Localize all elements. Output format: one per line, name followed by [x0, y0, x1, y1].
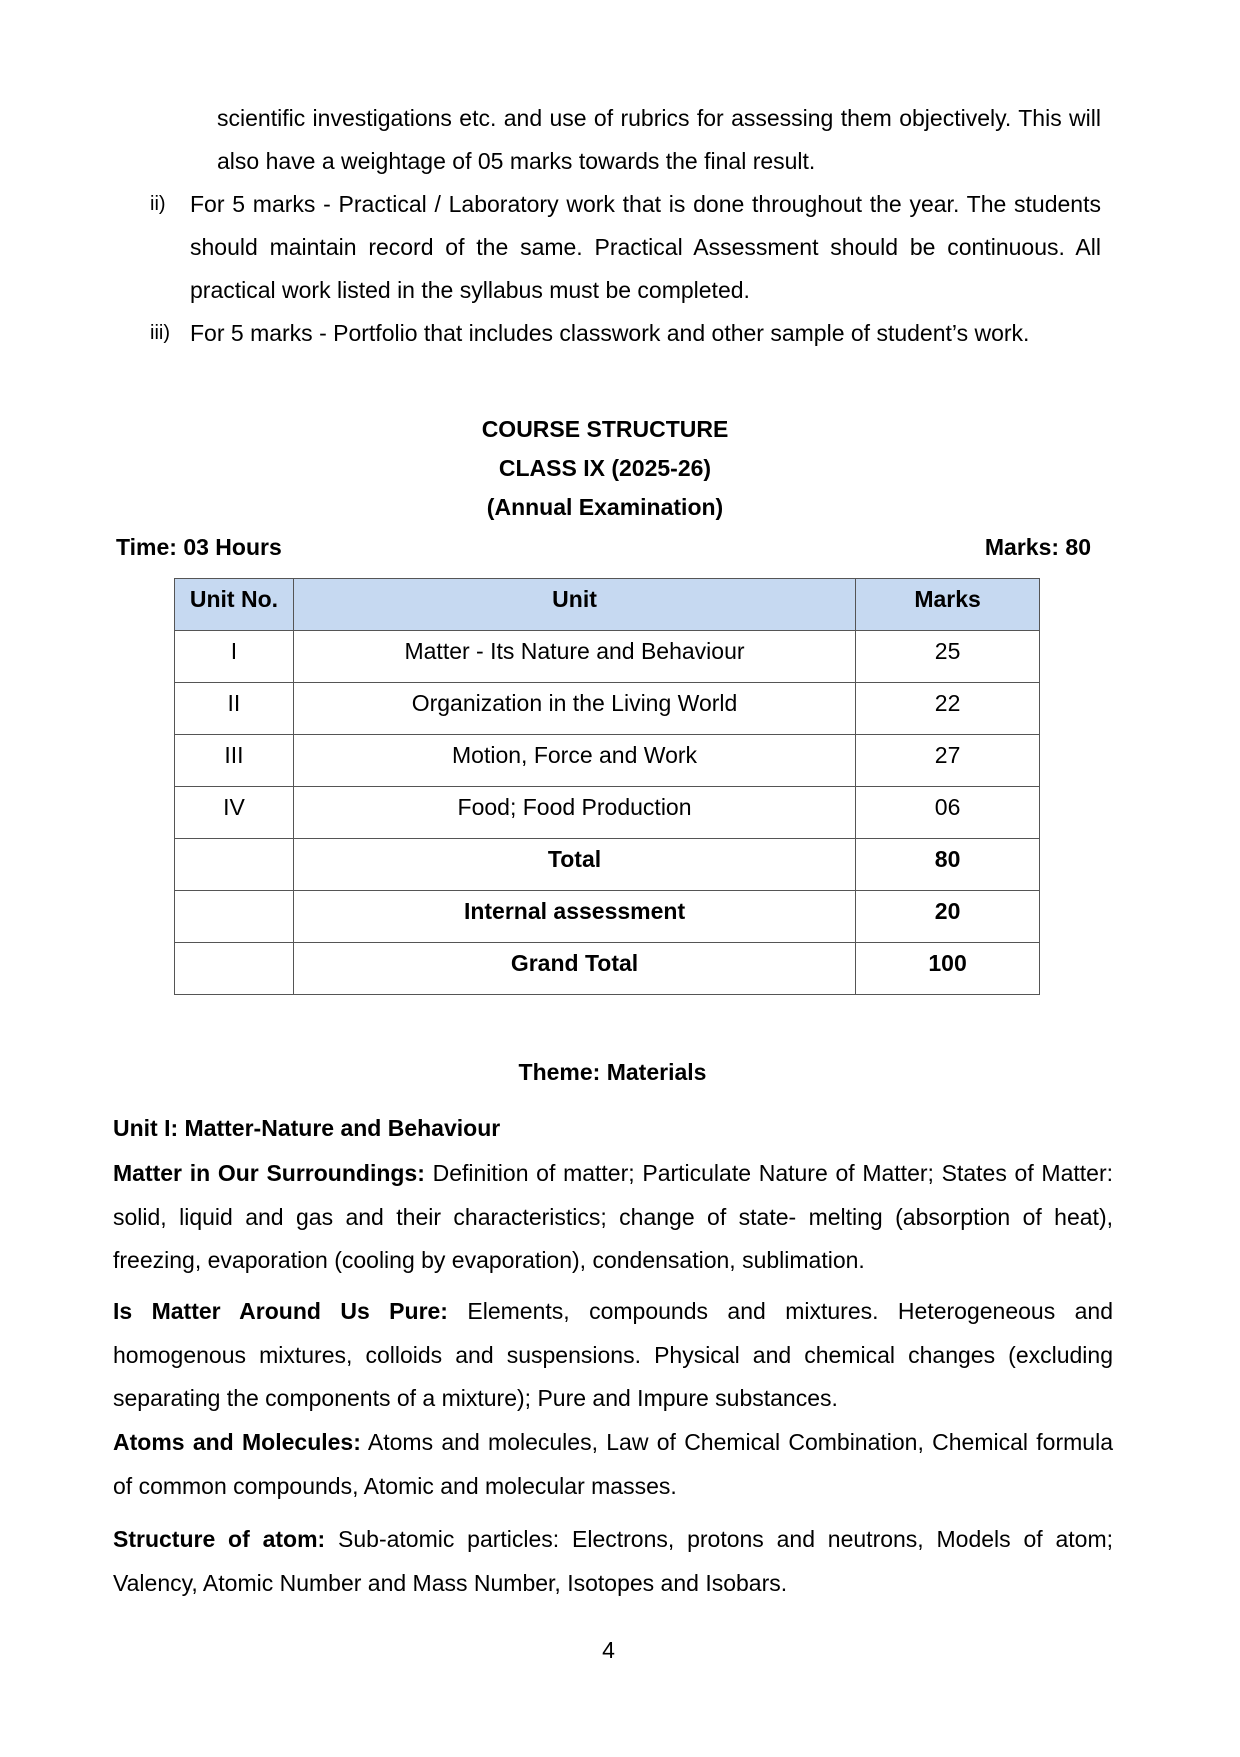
list-item-ii [150, 183, 1101, 312]
unit-no-cell: III [175, 735, 294, 787]
intro-continuation: scientific investigations etc. and use of rubrics for assessing them objectively. This will also have a weightage of 05 marks towards the final result. [217, 105, 1101, 174]
unit-no-cell: IV [175, 787, 294, 839]
topic-text: Atoms and molecules, Law of Chemical Combination, Chemical formula of common compounds, Atomic and molecular masses. [113, 1429, 1113, 1499]
table-row [175, 631, 1040, 683]
internal-assessment-marks: 20 [856, 891, 1040, 943]
list-item-iii [150, 312, 1101, 355]
topic-label: Is Matter Around Us Pure: [113, 1298, 448, 1324]
exam-heading: (Annual Examination) [486, 494, 724, 520]
topic-label: Structure of atom: [113, 1526, 326, 1552]
marks-cell: 27 [856, 735, 1040, 787]
unit-name-cell: Food; Food Production [293, 787, 855, 839]
theme-heading: Theme: Materials [518, 1059, 707, 1085]
exam-meta [116, 528, 1091, 567]
unit-no-cell: I [175, 631, 294, 683]
class-heading: CLASS IX (2025-26) [498, 455, 712, 481]
table-header-row [175, 579, 1040, 631]
topic-label: Atoms and Molecules: [113, 1429, 361, 1455]
header-marks: Marks [856, 579, 1040, 631]
topic-matter-surroundings [113, 1152, 1113, 1283]
topic-atoms-molecules [113, 1421, 1113, 1508]
table-row [175, 683, 1040, 735]
topic-text: Sub-atomic particles: Electrons, protons and neutrons, Models of atom; Valency, Atomic Number and Mass Number, Isotopes and Isobars. [113, 1526, 1113, 1596]
time-label: Time: 03 Hours [116, 534, 282, 560]
grand-total-row [175, 943, 1040, 995]
list-item-text: For 5 marks - Portfolio that includes classwork and other sample of student’s work. [190, 320, 1030, 346]
total-marks: 80 [856, 839, 1040, 891]
list-item-text: For 5 marks - Practical / Laboratory work that is done throughout the year. The students should maintain record of the same. Practical Assessment should be continuous. All practical work listed in the syllabus must be completed. [190, 191, 1101, 303]
header-unit: Unit [293, 579, 855, 631]
page-number: 4 [602, 1637, 615, 1663]
unit-title: Unit I: Matter-Nature and Behaviour [113, 1115, 501, 1141]
unit-name-cell: Matter - Its Nature and Behaviour [293, 631, 855, 683]
topic-text: Definition of matter; Particulate Nature of Matter; States of Matter: solid, liquid and gas and their characteristics; change of state- melting (absorption of heat), freezing, evaporation (cooling by evaporation), condensation, sublimation. [113, 1160, 1113, 1273]
total-row [175, 839, 1040, 891]
marks-cell: 06 [856, 787, 1040, 839]
course-structure-heading: COURSE STRUCTURE [481, 416, 729, 442]
unit-no-cell [175, 943, 294, 995]
topic-structure-atom [113, 1518, 1113, 1605]
internal-assessment-row [175, 891, 1040, 943]
marks-cell: 22 [856, 683, 1040, 735]
course-structure-table [174, 578, 1040, 995]
marks-label: Marks: 80 [984, 534, 1091, 560]
header-unit-no: Unit No. [175, 579, 294, 631]
total-label: Total [293, 839, 855, 891]
grand-total-label: Grand Total [293, 943, 855, 995]
topic-label: Matter in Our Surroundings: [113, 1160, 425, 1186]
unit-name-cell: Organization in the Living World [293, 683, 855, 735]
unit-no-cell [175, 839, 294, 891]
marks-cell: 25 [856, 631, 1040, 683]
topic-text: Elements, compounds and mixtures. Heterogeneous and homogenous mixtures, colloids and suspensions. Physical and chemical changes (excluding separating the components of a mixture); Pure and Impure substances. [113, 1298, 1113, 1411]
grand-total-marks: 100 [856, 943, 1040, 995]
internal-assessment-label: Internal assessment [293, 891, 855, 943]
table-row [175, 787, 1040, 839]
list-marker: ii) [150, 193, 166, 215]
topic-matter-pure [113, 1290, 1113, 1421]
unit-name-cell: Motion, Force and Work [293, 735, 855, 787]
list-marker: iii) [150, 322, 170, 344]
table-row [175, 735, 1040, 787]
unit-no-cell [175, 891, 294, 943]
unit-no-cell: II [175, 683, 294, 735]
